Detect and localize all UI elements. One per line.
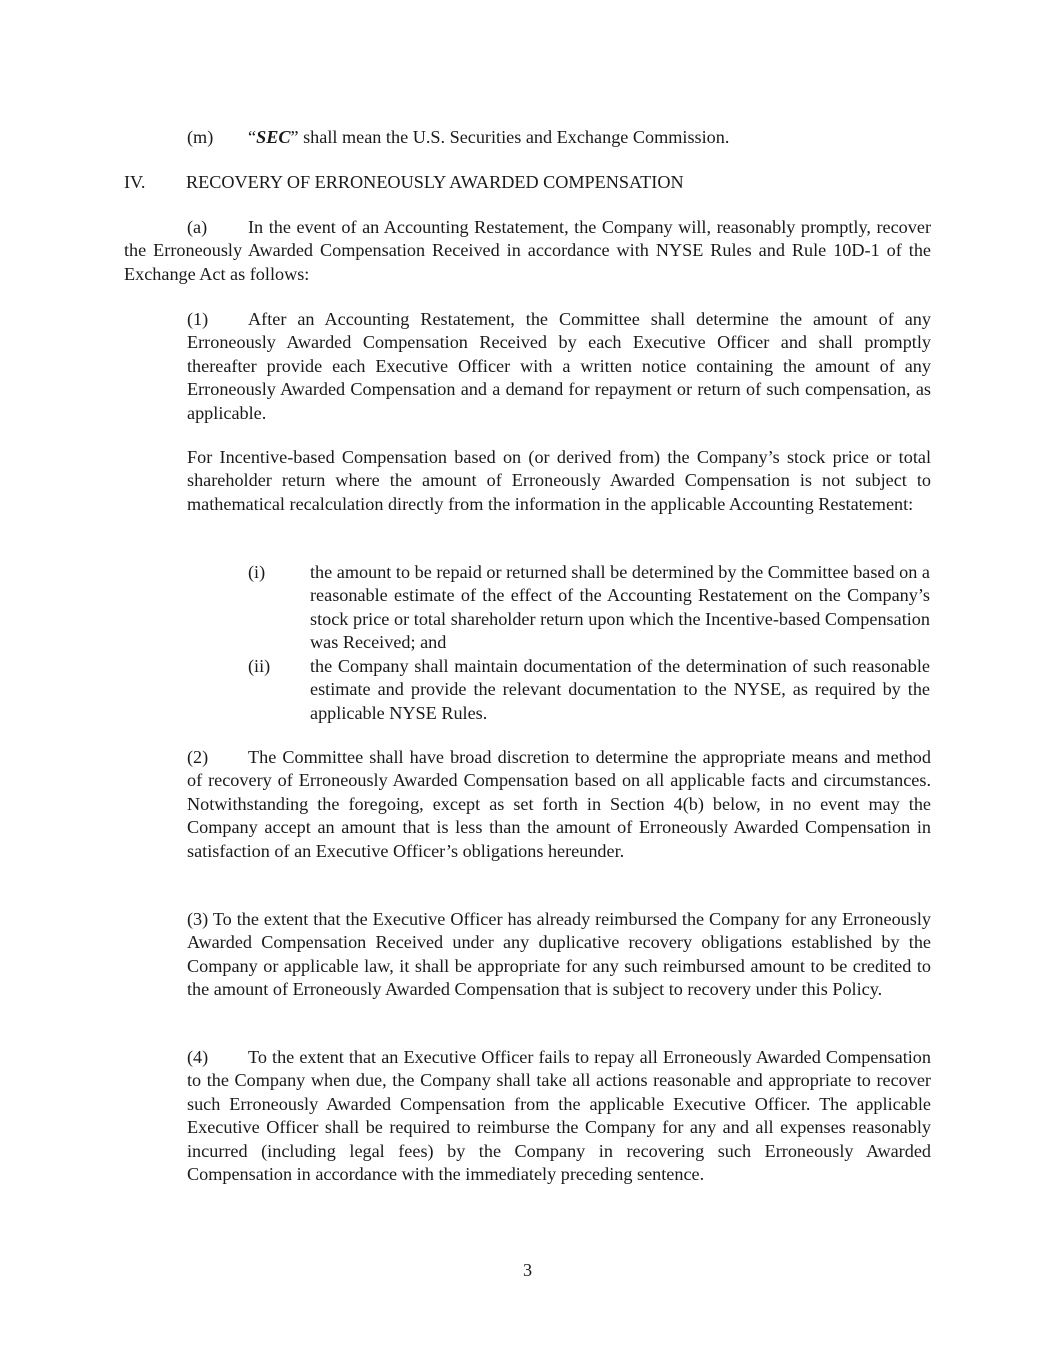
defined-term: SEC <box>256 127 291 147</box>
definition-text: shall mean the U.S. Securities and Exchange Commission. <box>298 127 730 147</box>
paragraph-label: (2) <box>187 747 209 767</box>
definition-sec <box>187 126 931 149</box>
paragraph-2 <box>187 746 931 863</box>
paragraph-text: The Committee shall have broad discretion to determine the appropriate means and method of recovery of Erroneously Awarded Compensation based on all applicable facts and circumstances. Notwithstanding the foregoing, except as set forth in Section 4(b) below, in no event may the Company accept an amount that is less than the amount of Erroneously Awarded Compensation in satisfaction of an Executive Officer’s obligations hereunder. <box>187 747 931 861</box>
paragraph-1 <box>187 308 931 425</box>
paragraph-incentive: For Incentive-based Compensation based on (or derived from) the Company’s stock price or total shareholder return where the amount of Erroneously Awarded Compensation is not subject to mathematical recalculation directly from the information in the applicable Accounting Restatement: <box>187 447 931 514</box>
close-quote: ” <box>290 127 299 147</box>
open-quote: “ <box>248 127 257 147</box>
paragraph-label: (4) <box>187 1047 209 1067</box>
paragraph-3: (3) To the extent that the Executive Officer has already reimbursed the Company for any Erroneously Awarded Compensation Received under any duplicative recovery obligations established by the Company or applicable law, it shall be appropriate for any such reimbursed amount to be credited to the amount of Erroneously Awarded Compensation that is subject to recovery under this Policy. <box>187 909 931 1000</box>
paragraph-label: (1) <box>187 309 209 329</box>
section-title: RECOVERY OF ERRONEOUSLY AWARDED COMPENSATION <box>186 172 684 192</box>
list-item-i <box>248 561 931 655</box>
page-number: 3 <box>522 1260 533 1280</box>
paragraph-label: (a) <box>187 217 208 237</box>
list-item-label: (ii) <box>248 656 271 676</box>
paragraph-a <box>124 216 931 286</box>
section-number: IV. <box>124 172 146 192</box>
list-item-text: the Company shall maintain documentation of the determination of such reasonable estimate and provide the relevant documentation to the NYSE, as required by the applicable NYSE Rules. <box>310 656 930 723</box>
paragraph-text: In the event of an Accounting Restatement, the Company will, reasonably promptly, recover the Erroneously Awarded Compensation Received in accordance with NYSE Rules and Rule 10D-1 of the Exchange Act as follows: <box>124 217 931 284</box>
paragraph-text: After an Accounting Restatement, the Committee shall determine the amount of any Erroneously Awarded Compensation Received by each Executive Officer and shall promptly thereafter provide each Executive Officer with a written notice containing the amount of any Erroneously Awarded Compensation and a demand for repayment or return of such compensation, as applicable. <box>187 309 931 423</box>
paragraph-text: To the extent that an Executive Officer fails to repay all Erroneously Awarded Compensation to the Company when due, the Company shall take all actions reasonable and appropriate to recover such Erroneously Awarded Compensation from the applicable Executive Officer. The applicable Executive Officer shall be required to reimburse the Company for any and all expenses reasonably incurred (including legal fees) by the Company in recovering such Erroneously Awarded Compensation in accordance with the immediately preceding sentence. <box>187 1047 931 1185</box>
list-item-ii <box>248 655 931 725</box>
list-item-text: the amount to be repaid or returned shall be determined by the Committee based on a reasonable estimate of the effect of the Accounting Restatement on the Company’s stock price or total shareholder return upon which the Incentive-based Compensation was Received; and <box>310 562 930 653</box>
section-heading <box>124 171 931 194</box>
paragraph-4 <box>187 1046 931 1186</box>
definition-label: (m) <box>187 127 214 147</box>
list-item-label: (i) <box>248 562 266 582</box>
